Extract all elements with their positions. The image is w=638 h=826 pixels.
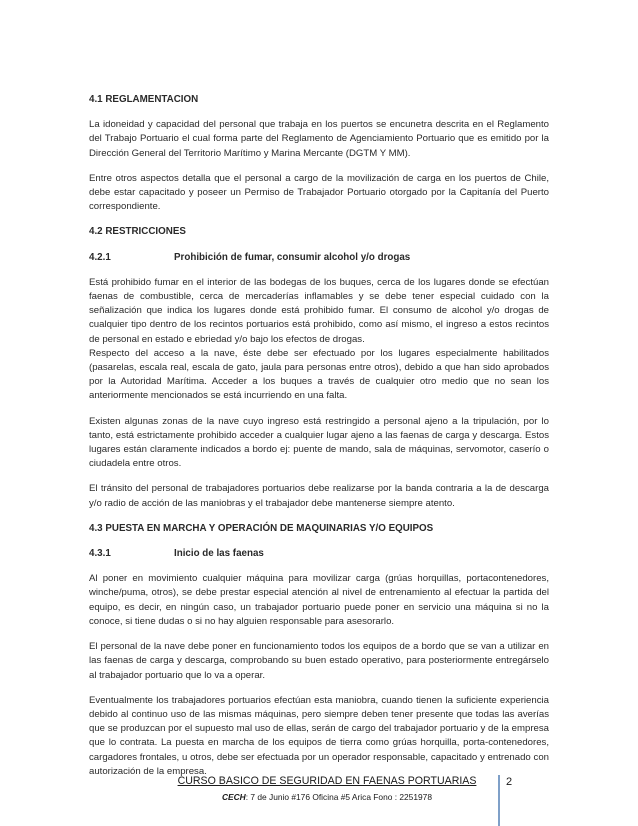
- footer-address-text: : 7 de Junio #176 Oficina #5 Arica Fono : 2251978: [245, 792, 432, 802]
- subsection-heading-4-2-1: [89, 251, 549, 265]
- paragraph: Entre otros aspectos detalla que el personal a cargo de la movilización de carga en los puertos de Chile, debe estar capacitado y poseer un Permiso de Trabajador Portuario otorgado por la Capitanía del Puerto correspondiente.: [89, 172, 549, 213]
- footer-course-title: CURSO BASICO DE SEGURIDAD EN FAENAS PORTUARIAS: [177, 775, 477, 787]
- subsection-heading-4-3-1: [89, 547, 549, 561]
- footer-org-label: CECH: [222, 792, 246, 802]
- subsection-title: Prohibición de fumar, consumir alcohol y/o drogas: [174, 251, 411, 263]
- paragraph: Está prohibido fumar en el interior de las bodegas de los buques, cerca de los lugares donde se efectúan faenas de combustible, cerca de mercaderías inflamables y se debe tener especial cuidado con la señalización que indica los lugares donde está prohibido fumar. El consumo de alcohol y/o drogas de cualquier tipo dentro de los recintos portuarios está prohibido, como así mismo, el ingreso a estos recintos de personal en estado e ebriedad y/o bajo los efectos de drogas.: [89, 276, 549, 345]
- paragraph: El tránsito del personal de trabajadores portuarios debe realizarse por la banda contraria a la de descarga y/o radio de acción de las maniobras y el trabajador debe mantenerse siempre atento.: [89, 483, 549, 509]
- document-body: [89, 93, 549, 779]
- section-heading-4-3: 4.3 PUESTA EN MARCHA Y OPERACIÓN DE MAQUINARIAS Y/O EQUIPOS: [89, 522, 434, 534]
- subsection-title: Inicio de las faenas: [174, 548, 264, 560]
- page-number: 2: [506, 776, 513, 788]
- paragraph: La idoneidad y capacidad del personal que trabaja en los puertos se encunetra descrita en el Reglamento del Trabajo Portuario el cual forma parte del Reglamento de Agenciamiento Portuario que es emitido por la Dirección General del Territorio Marítimo y Marina Mercante (DGTM Y MM).: [89, 119, 549, 159]
- paragraph: Respecto del acceso a la nave, éste debe ser efectuado por los lugares especialmente habilitados (pasarelas, escala real, escala de gato, jaula para personas entre otros), debido a que han sido aprobados por la Autoridad Marítima. Acceder a los buques a través de cualquier otro medio que no sean los anteriormente mencionados se está incurriendo en una falta.: [89, 347, 549, 402]
- section-heading-4-2: 4.2 RESTRICCIONES: [89, 226, 186, 238]
- subsection-number: 4.3.1: [89, 548, 111, 560]
- paragraph: Al poner en movimiento cualquier máquina para movilizar carga (grúas horquillas, portacontenedores, winche/puma, otros), se debe prestar especial atención al nivel de entrenamiento al efectuar la partida del equipo, es decir, en ningún caso, un trabajador portuario puede poner en servicio una máquina si no la conoce, si tiene dudas o si no hay alguien responsable para asesorarlo.: [89, 573, 549, 627]
- section-heading-4-1: 4.1 REGLAMENTACION: [89, 94, 199, 105]
- footer-divider: [498, 775, 500, 826]
- paragraph: Eventualmente los trabajadores portuarios efectúan esta maniobra, cuando tienen la suficiente experiencia debido al continuo uso de las mismas máquinas, pero siempre deben tener presente que todas las averías que se produzcan por el supuesto mal uso de ellas, serán de cargo del trabajador portuario y de la empresa que lo contrata. La puesta en marcha de los equipos de tierra como grúas horquilla, porta-contenedores, cargadores frontales, u otros, debe ser efectuada por un operador responsable, capacitado y entrenado con autorización de la empresa.: [89, 694, 549, 777]
- paragraph: El personal de la nave debe poner en funcionamiento todos los equipos de a bordo que se van a utilizar en las faenas de carga y descarga, comprobando su buen estado operativo, para posteriormente entregárselo al trabajador portuario que lo va a operar.: [89, 641, 549, 681]
- footer-address: [166, 792, 488, 802]
- subsection-number: 4.2.1: [89, 251, 111, 263]
- paragraph: Existen algunas zonas de la nave cuyo ingreso está restringido a personal ajeno a la tripulación, por lo tanto, está estrictamente prohibido acceder a cualquier lugar ajeno a las faenas de carga y descarga. Estos lugares están claramente indicados a bordo ej: puente de mando, sala de máquinas, servomotor, caserío o ciudadela entre otros.: [89, 415, 549, 470]
